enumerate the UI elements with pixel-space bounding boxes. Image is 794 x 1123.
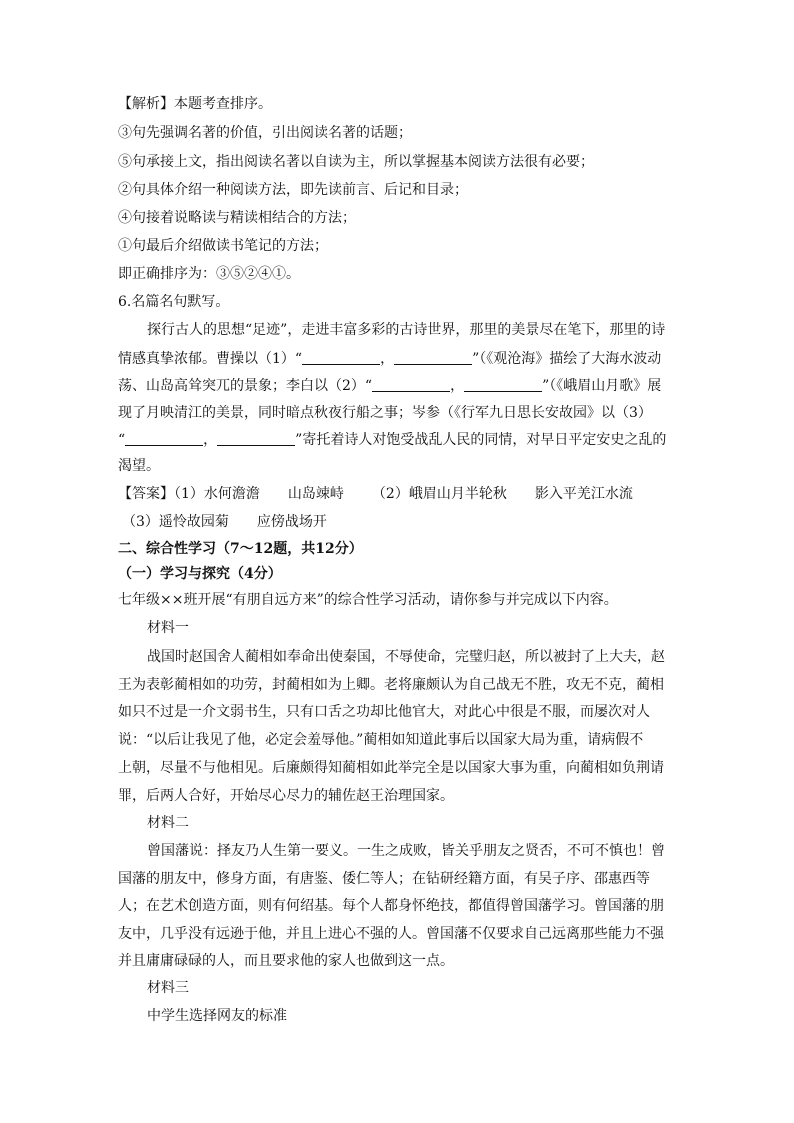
q6-paragraph-line: 探行古人的思想“足迹”，走进丰富多彩的古诗世界，那里的美景尽在笔下，那里的诗	[147, 322, 666, 338]
answer-line: （3）遥怜故园菊 应傍战场开	[122, 514, 327, 530]
activity-intro: 七年级××班开展“有朋自远方来”的综合性学习活动，请你参与并完成以下内容。	[118, 592, 618, 608]
analysis-step: ④句接着说略读与精读相结合的方法；	[118, 210, 356, 226]
material-1-line: 说：“以后让我见了他，必定会羞辱他。”蔺相如知道此事后以国家大局为重，请病假不	[118, 732, 644, 748]
analysis-step: ②句具体介绍一种阅读方法，即先读前言、后记和目录；	[118, 182, 468, 198]
material-2-line: 曾国藩说：择友乃人生第一要义。一生之成败，皆关乎朋友之贤否，不可不慎也！曾	[147, 843, 665, 859]
material-1-line: 上朝，尽量不与他相见。后廉颇得知蔺相如此举完全是以国家大事为重，向蔺相如负荆请	[118, 760, 664, 776]
material-3-title: 材料三	[147, 980, 189, 996]
material-1-line: 罪，后两人合好，开始尽心尽力的辅佐赵王治理国家。	[118, 788, 454, 804]
material-2-line: 并且庸庸碌碌的人，而且要求他的家人也做到这一点。	[118, 953, 454, 969]
material-2-line: 人；在艺术创造方面，则有何绍基。每个人都身怀绝技，都值得曾国藩学习。曾国藩的朋	[118, 898, 664, 914]
answer-line: 【答案】（1）水何澹澹 山岛竦峙 （2）峨眉山月半轮秋 影入平羌江水流	[118, 486, 633, 502]
q6-paragraph-line: 渴望。	[118, 458, 160, 474]
material-2-line: 国藩的朋友中，修身方面，有唐鉴、倭仁等人；在钻研经籍方面，有吴子序、邵惠西等	[118, 871, 650, 887]
q6-paragraph-line: 现了月映清江的美景，同时暗点秋夜行船之事；岑参（《行军九日思长安故园》以（3）	[118, 405, 652, 421]
fill-blank	[217, 431, 295, 446]
analysis-step: ①句最后介绍做读书笔记的方法；	[118, 238, 328, 254]
material-1-line: 如只不过是一介文弱书生，只有口舌之功却比他官大，对此心中很是不服，而屡次对人	[118, 704, 650, 720]
fill-blank	[125, 431, 203, 446]
analysis-step: ⑤句承接上文，指出阅读名著以自读为主，所以掌握基本阅读方法很有必要；	[118, 154, 594, 170]
section-2-title: 二、综合性学习（7～12题，共12分）	[118, 541, 363, 557]
subsection-title: （一）学习与探究（4分）	[118, 566, 282, 582]
analysis-step: ③句先强调名著的价值，引出阅读名著的话题；	[118, 125, 412, 141]
fill-blank	[394, 350, 472, 365]
fill-blank	[302, 350, 380, 365]
material-2-line: 友中，几乎没有远逊于他，并且上进心不强的人。曾国藩不仅要求自己远离那些能力不强	[118, 926, 664, 942]
q6-paragraph-line: 荡、山岛高耸突兀的景象；李白以（2）“ ， ”（《峨眉山月歌》展	[118, 378, 662, 394]
fill-blank	[372, 377, 450, 392]
fill-blank	[464, 377, 542, 392]
material-3-subtitle: 中学生选择网友的标准	[147, 1008, 287, 1024]
material-1-line: 战国时赵国舍人蔺相如奉命出使秦国，不辱使命，完璧归赵，所以被封了上大夫，赵	[147, 649, 665, 665]
question-6-title: 6.名篇名句默写。	[118, 294, 230, 310]
material-1-line: 王为表彰蔺相如的功劳，封蔺相如为上卿。老将廉颇认为自己战无不胜，攻无不克，蔺相	[118, 677, 664, 693]
material-2-title: 材料二	[147, 815, 189, 831]
q6-paragraph-line: 情感真挚浓郁。曹操以（1）“ ， ”（《观沧海》描绘了大海水波动	[118, 351, 662, 367]
analysis-conclusion: 即正确排序为：③⑤②④①。	[118, 266, 300, 282]
material-1-title: 材料一	[147, 620, 189, 636]
q6-paragraph-line: “ ， ”寄托着诗人对饱受战乱人民的同情，对早日平定安史之乱的	[118, 432, 667, 448]
analysis-heading: 【解析】本题考查排序。	[118, 96, 272, 112]
